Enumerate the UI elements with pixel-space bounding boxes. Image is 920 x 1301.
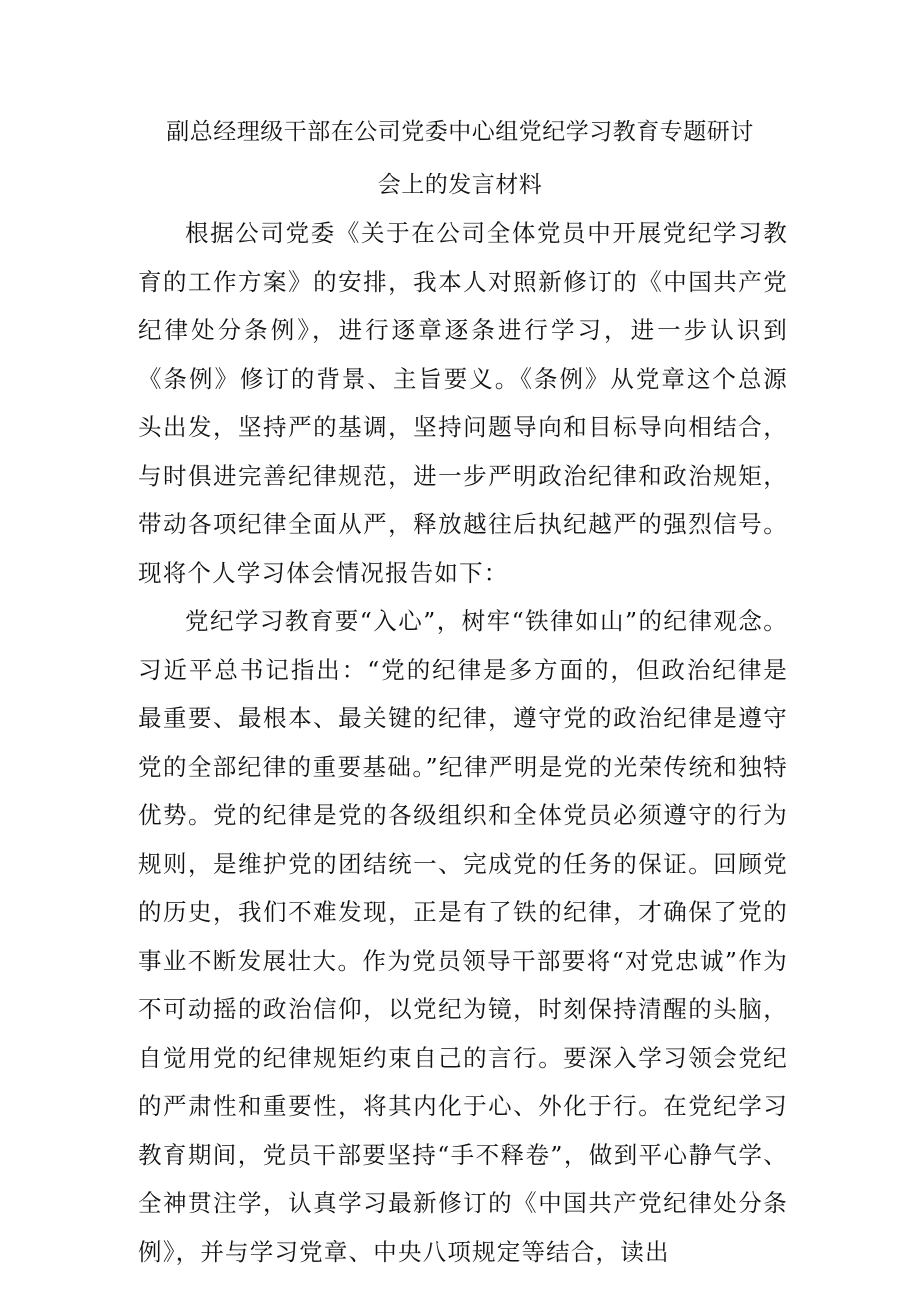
document-body	[138, 209, 788, 1276]
paragraph-intro: 根据公司党委《关于在公司全体党员中开展党纪学习教育的工作方案》的安排，我本人对照新修订的《中国共产党纪律处分条例》，进行逐章逐条进行学习，进一步认识到《条例》修订的背景、主旨要义。《条例》从党章这个总源头出发，坚持严的基调，坚持问题导向和目标导向相结合，与时俱进完善纪律规范，进一步严明政治纪律和政治规矩，带动各项纪律全面从严，释放越往后执纪越严的强烈信号。现将个人学习体会情况报告如下：	[138, 219, 788, 587]
document-title-line-1: 副总经理级干部在公司党委中心组党纪学习教育专题研讨	[166, 119, 754, 145]
document-title-line-2: 会上的发言材料	[377, 172, 543, 198]
paragraph-discipline: 党纪学习教育要“入心”，树牢“铁律如山”的纪律观念。习近平总书记指出：“党的纪律是多方面的，但政治纪律是最重要、最根本、最关键的纪律，遵守党的政治纪律是遵守党的全部纪律的重要基础。”纪律严明是党的光荣传统和独特优势。党的纪律是党的各级组织和全体党员必须遵守的行为规则，是维护党的团结统一、完成党的任务的保证。回顾党的历史，我们不难发现，正是有了铁的纪律，才确保了党的事业不断发展壮大。作为党员领导干部要将“对党忠诚”作为不可动摇的政治信仰，以党纪为镜，时刻保持清醒的头脑，自觉用党的纪律规矩约束自己的言行。要深入学习领会党纪的严肃性和重要性，将其内化于心、外化于行。在党纪学习教育期间，党员干部要坚持“手不释卷”，做到平心静气学、全神贯注学，认真学习最新修订的《中国共产党纪律处分条例》，并与学习党章、中央八项规定等结合，读出	[138, 607, 788, 1266]
